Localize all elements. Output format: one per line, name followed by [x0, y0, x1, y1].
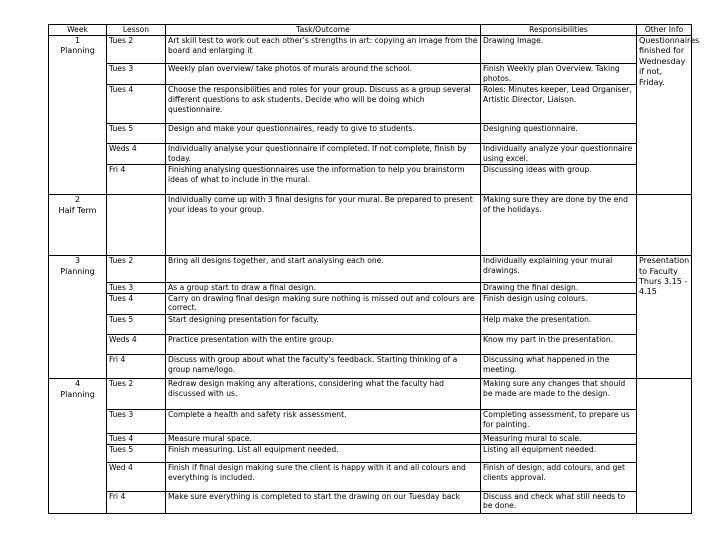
- other-info-cell: [637, 379, 692, 514]
- week-number: 4: [74, 379, 81, 389]
- responsibilities-cell: Drawing Image.: [481, 36, 637, 64]
- table-row: [49, 334, 692, 354]
- lesson-cell: [107, 195, 166, 256]
- responsibilities-cell: Discussing what happened in the meeting.: [481, 355, 637, 379]
- header-responsibilities: Responsibilities: [481, 25, 637, 36]
- lesson-cell: Tues 3: [107, 64, 166, 85]
- table-row: [49, 314, 692, 334]
- table-row: [49, 123, 692, 143]
- week-label: Half Term: [58, 205, 97, 215]
- task-cell: As a group start to draw a final design.: [166, 282, 481, 293]
- week-number: 3: [74, 256, 81, 266]
- lesson-cell: Wed 4: [107, 463, 166, 491]
- week-cell: [49, 36, 107, 195]
- week-label: Planning: [60, 389, 95, 399]
- task-cell: Individually analyse your questionnaire if completed. If not complete, finish by today.: [166, 144, 481, 165]
- week-number: 2: [74, 195, 81, 205]
- responsibilities-cell: Finish Weekly plan Overview. Taking photos.: [481, 64, 637, 85]
- task-cell: Bring all designs together, and start analysing each one.: [166, 256, 481, 282]
- task-cell: Make sure everything is completed to start the drawing on our Tuesday back: [166, 491, 481, 513]
- responsibilities-cell: Measuring mural to scale.: [481, 433, 637, 444]
- responsibilities-cell: Roles: Minutes keeper, Lead Organiser, Artistic Director, Liaison.: [481, 85, 637, 123]
- lesson-cell: Tues 4: [107, 433, 166, 444]
- lesson-cell: Tues 2: [107, 379, 166, 409]
- weekly-plan-table: [48, 24, 700, 514]
- task-cell: Discuss with group about what the faculty’s feedback. Starting thinking of a group name/logo.: [166, 355, 481, 379]
- table-row: [49, 463, 692, 491]
- table-row: [49, 491, 692, 513]
- task-cell: Complete a health and safety risk assessment.: [166, 409, 481, 433]
- week-cell: [49, 256, 107, 379]
- table-row: [49, 293, 692, 314]
- other-info-cell: Questionnaires finished for Wednesday if not, Friday.: [637, 36, 692, 195]
- task-cell: Start designing presentation for faculty.: [166, 314, 481, 334]
- responsibilities-cell: Designing questionnaire.: [481, 123, 637, 143]
- table-row: [49, 195, 692, 256]
- task-cell: Choose the responsibilities and roles for your group. Discuss as a group several different questions to ask students. Decide who will be doing which questionnaire.: [166, 85, 481, 123]
- header-row: [49, 25, 692, 36]
- week-label: Planning: [60, 266, 95, 276]
- header-week: Week: [49, 25, 107, 36]
- week-number: 1: [74, 36, 81, 45]
- table-row: [49, 282, 692, 293]
- week-label: Planning: [60, 46, 95, 56]
- lesson-cell: Weds 4: [107, 144, 166, 165]
- lesson-cell: Tues 4: [107, 293, 166, 314]
- task-cell: Finishing analysing questionnaires use the information to help you brainstorm ideas of what to include in the mural.: [166, 165, 481, 195]
- week-cell: [49, 379, 107, 514]
- lesson-cell: Tues 3: [107, 409, 166, 433]
- lesson-cell: Weds 4: [107, 334, 166, 354]
- task-cell: Finish measuring. List all equipment needed.: [166, 444, 481, 462]
- responsibilities-cell: Finish of design, add colours, and get clients approval.: [481, 463, 637, 491]
- table-row: [49, 444, 692, 462]
- header-lesson: Lesson: [107, 25, 166, 36]
- task-cell: Redraw design making any alterations, considering what the faculty had discussed with us.: [166, 379, 481, 409]
- other-info-cell: [637, 195, 692, 256]
- responsibilities-cell: Discussing ideas with group.: [481, 165, 637, 195]
- table-row: [49, 355, 692, 379]
- table-body: [49, 36, 700, 514]
- responsibilities-cell: Help make the presentation.: [481, 314, 637, 334]
- responsibilities-cell: Know my part in the presentation.: [481, 334, 637, 354]
- responsibilities-cell: Listing all equipment needed.: [481, 444, 637, 462]
- lesson-cell: Tues 5: [107, 444, 166, 462]
- table-row: [49, 165, 692, 195]
- task-cell: Finish if final design making sure the client is happy with it and all colours and everything is included.: [166, 463, 481, 491]
- task-cell: Carry on drawing final design making sure nothing is missed out and colours are correct.: [166, 293, 481, 314]
- lesson-cell: Tues 5: [107, 123, 166, 143]
- lesson-cell: Tues 5: [107, 314, 166, 334]
- responsibilities-cell: Making sure they are done by the end of the holidays.: [481, 195, 637, 256]
- responsibilities-cell: Discuss and check what still needs to be done.: [481, 491, 637, 513]
- table-row: [49, 64, 692, 85]
- table-row: [49, 379, 692, 409]
- table-row: [49, 433, 692, 444]
- table-row: [49, 256, 692, 282]
- lesson-cell: Tues 2: [107, 36, 166, 64]
- lesson-cell: Tues 3: [107, 282, 166, 293]
- responsibilities-cell: Individually analyze your questionnaire using excel.: [481, 144, 637, 165]
- table-row: [49, 409, 692, 433]
- task-cell: Measure mural space.: [166, 433, 481, 444]
- responsibilities-cell: Completing assessment, to prepare us for painting.: [481, 409, 637, 433]
- responsibilities-cell: Making sure any changes that should be made are made to the design.: [481, 379, 637, 409]
- lesson-cell: Tues 2: [107, 256, 166, 282]
- header-task: Task/Outcome: [166, 25, 481, 36]
- responsibilities-cell: Individually explaining your mural drawings.: [481, 256, 637, 282]
- task-cell: Art skill test to work out each other’s strengths in art: copying an image from the board and enlarging it: [166, 36, 481, 64]
- other-info-cell: Presentation to Faculty Thurs 3.15 - 4.15: [637, 256, 692, 379]
- lesson-cell: Fri 4: [107, 165, 166, 195]
- task-cell: Design and make your questionnaires, ready to give to students.: [166, 123, 481, 143]
- task-cell: Practice presentation with the entire group.: [166, 334, 481, 354]
- lesson-cell: Fri 4: [107, 355, 166, 379]
- week-cell: [49, 195, 107, 256]
- task-cell: Weekly plan overview/ take photos of murals around the school.: [166, 64, 481, 85]
- table-row: [49, 144, 692, 165]
- table-row: [49, 36, 692, 64]
- responsibilities-cell: Drawing the final design.: [481, 282, 637, 293]
- lesson-cell: Fri 4: [107, 491, 166, 513]
- header-other-info: Other Info: [637, 25, 692, 36]
- lesson-cell: Tues 4: [107, 85, 166, 123]
- responsibilities-cell: Finish design using colours.: [481, 293, 637, 314]
- task-cell: Individually come up with 3 final designs for your mural. Be prepared to present your ideas to your group.: [166, 195, 481, 256]
- table-row: [49, 85, 692, 123]
